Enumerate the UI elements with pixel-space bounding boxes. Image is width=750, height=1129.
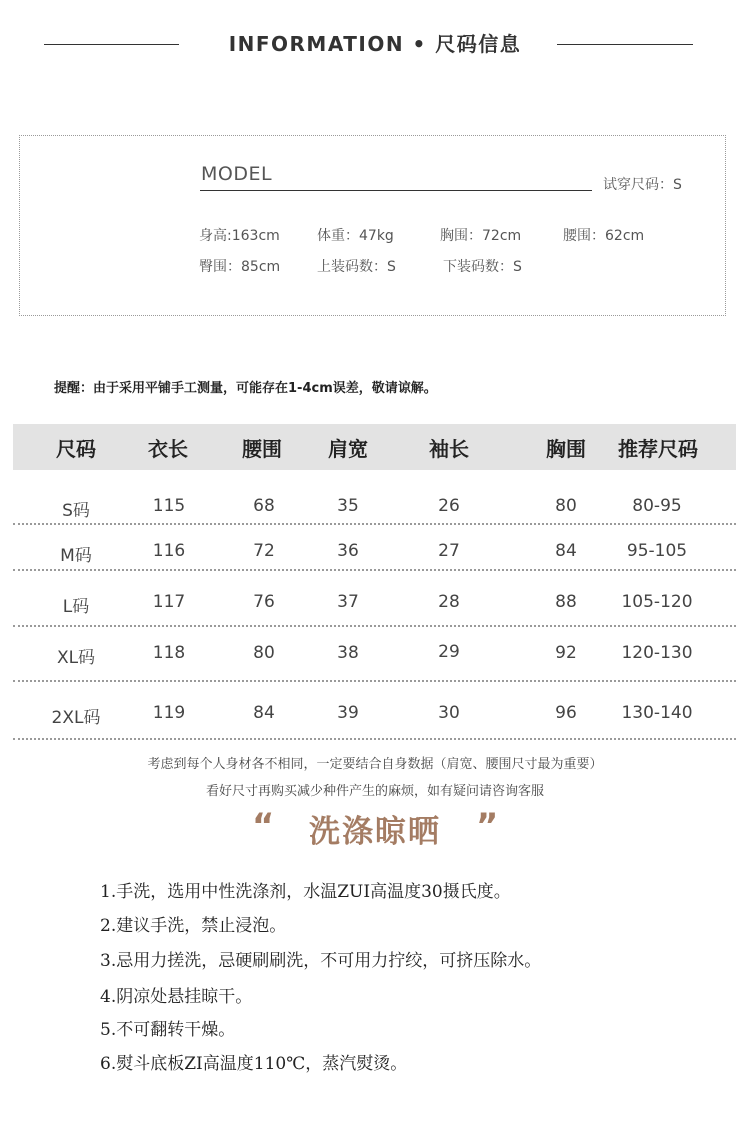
th-waist: 腰围 (242, 437, 282, 461)
wash-item-1: 1.手洗，选用中性洗涤剂，水温ZUI高温度30摄氏度。 (100, 882, 511, 902)
table-cell: 130-140 (621, 703, 693, 723)
model-underline (200, 190, 592, 191)
wash-item-4: 4.阴凉处悬挂晾干。 (100, 987, 253, 1007)
model-hip: 臀围：85cm (199, 259, 281, 275)
measurement-notice: 提醒：由于采用平铺手工测量，可能存在1-4cm误差，敬请谅解。 (54, 381, 437, 396)
row-divider (13, 523, 736, 525)
table-cell: 84 (253, 703, 275, 723)
th-sleeve: 袖长 (429, 437, 469, 461)
table-cell: 29 (438, 642, 460, 662)
table-cell: 120-130 (621, 643, 693, 663)
table-cell: 92 (555, 643, 577, 663)
table-cell: 39 (337, 703, 359, 723)
table-cell: 95-105 (626, 541, 688, 561)
model-bottom-size: 下装码数：S (443, 259, 522, 275)
size-note-2: 看好尺寸再购买减少种件产生的麻烦，如有疑问请咨询客服 (205, 784, 544, 799)
wash-item-6: 6.熨斗底板ZI高温度110℃，蒸汽熨烫。 (100, 1054, 408, 1074)
table-cell: XL码 (56, 648, 96, 668)
th-size: 尺码 (56, 437, 96, 461)
header-line-right (557, 44, 693, 45)
wash-item-3: 3.忌用力搓洗，忌硬刷刷洗，不可用力拧绞，可挤压除水。 (100, 951, 542, 971)
table-cell: 72 (253, 541, 275, 561)
table-cell: 28 (438, 592, 460, 612)
th-shoulder: 肩宽 (328, 437, 368, 461)
table-cell: 76 (253, 592, 275, 612)
table-cell: 117 (152, 592, 186, 612)
table-cell: 105-120 (621, 592, 693, 612)
table-cell: 119 (152, 703, 186, 723)
th-length: 衣长 (148, 437, 188, 461)
table-cell: 2XL码 (51, 708, 101, 728)
model-height: 身高:163cm (199, 228, 280, 244)
table-cell: L码 (62, 597, 90, 617)
size-note-1: 考虑到每个人身材各不相同，一定要结合自身数据（肩宽、腰围尺寸最为重要） (147, 757, 603, 772)
wash-item-2: 2.建议手洗，禁止浸泡。 (100, 916, 287, 936)
close-quote: ” (476, 806, 499, 846)
table-cell: 80-95 (632, 496, 682, 516)
table-cell: S码 (62, 501, 90, 521)
table-cell: 118 (152, 643, 186, 663)
row-divider (13, 680, 736, 682)
table-cell: 84 (555, 541, 577, 561)
row-divider (13, 625, 736, 627)
model-bust: 胸围：72cm (440, 228, 522, 244)
model-weight: 体重：47kg (317, 228, 394, 244)
model-label: MODEL (201, 163, 273, 185)
table-cell: 96 (555, 703, 577, 723)
row-divider (13, 738, 736, 740)
table-cell: 36 (337, 541, 359, 561)
table-cell: 35 (337, 496, 359, 516)
table-cell: 30 (438, 703, 460, 723)
model-waist: 腰围：62cm (563, 228, 645, 244)
th-bust: 胸围 (546, 437, 586, 461)
table-cell: 37 (337, 592, 359, 612)
table-cell: 68 (253, 496, 275, 516)
table-cell: 38 (337, 643, 359, 663)
trial-size: 试穿尺码：S (603, 177, 682, 193)
wash-item-5: 5.不可翻转干燥。 (100, 1020, 236, 1040)
open-quote: “ (252, 806, 275, 846)
model-top-size: 上装码数：S (317, 259, 396, 275)
table-cell: 26 (438, 496, 460, 516)
table-cell: 88 (555, 592, 577, 612)
table-cell: M码 (60, 546, 92, 566)
th-recommended: 推荐尺码 (618, 437, 698, 461)
table-cell: 80 (555, 496, 577, 516)
row-divider (13, 569, 736, 571)
table-cell: 116 (152, 541, 186, 561)
page-title: INFORMATION • 尺码信息 (228, 32, 522, 56)
table-cell: 27 (438, 541, 460, 561)
wash-title: 洗涤晾晒 (309, 814, 441, 850)
table-cell: 115 (152, 496, 186, 516)
table-cell: 80 (253, 643, 275, 663)
